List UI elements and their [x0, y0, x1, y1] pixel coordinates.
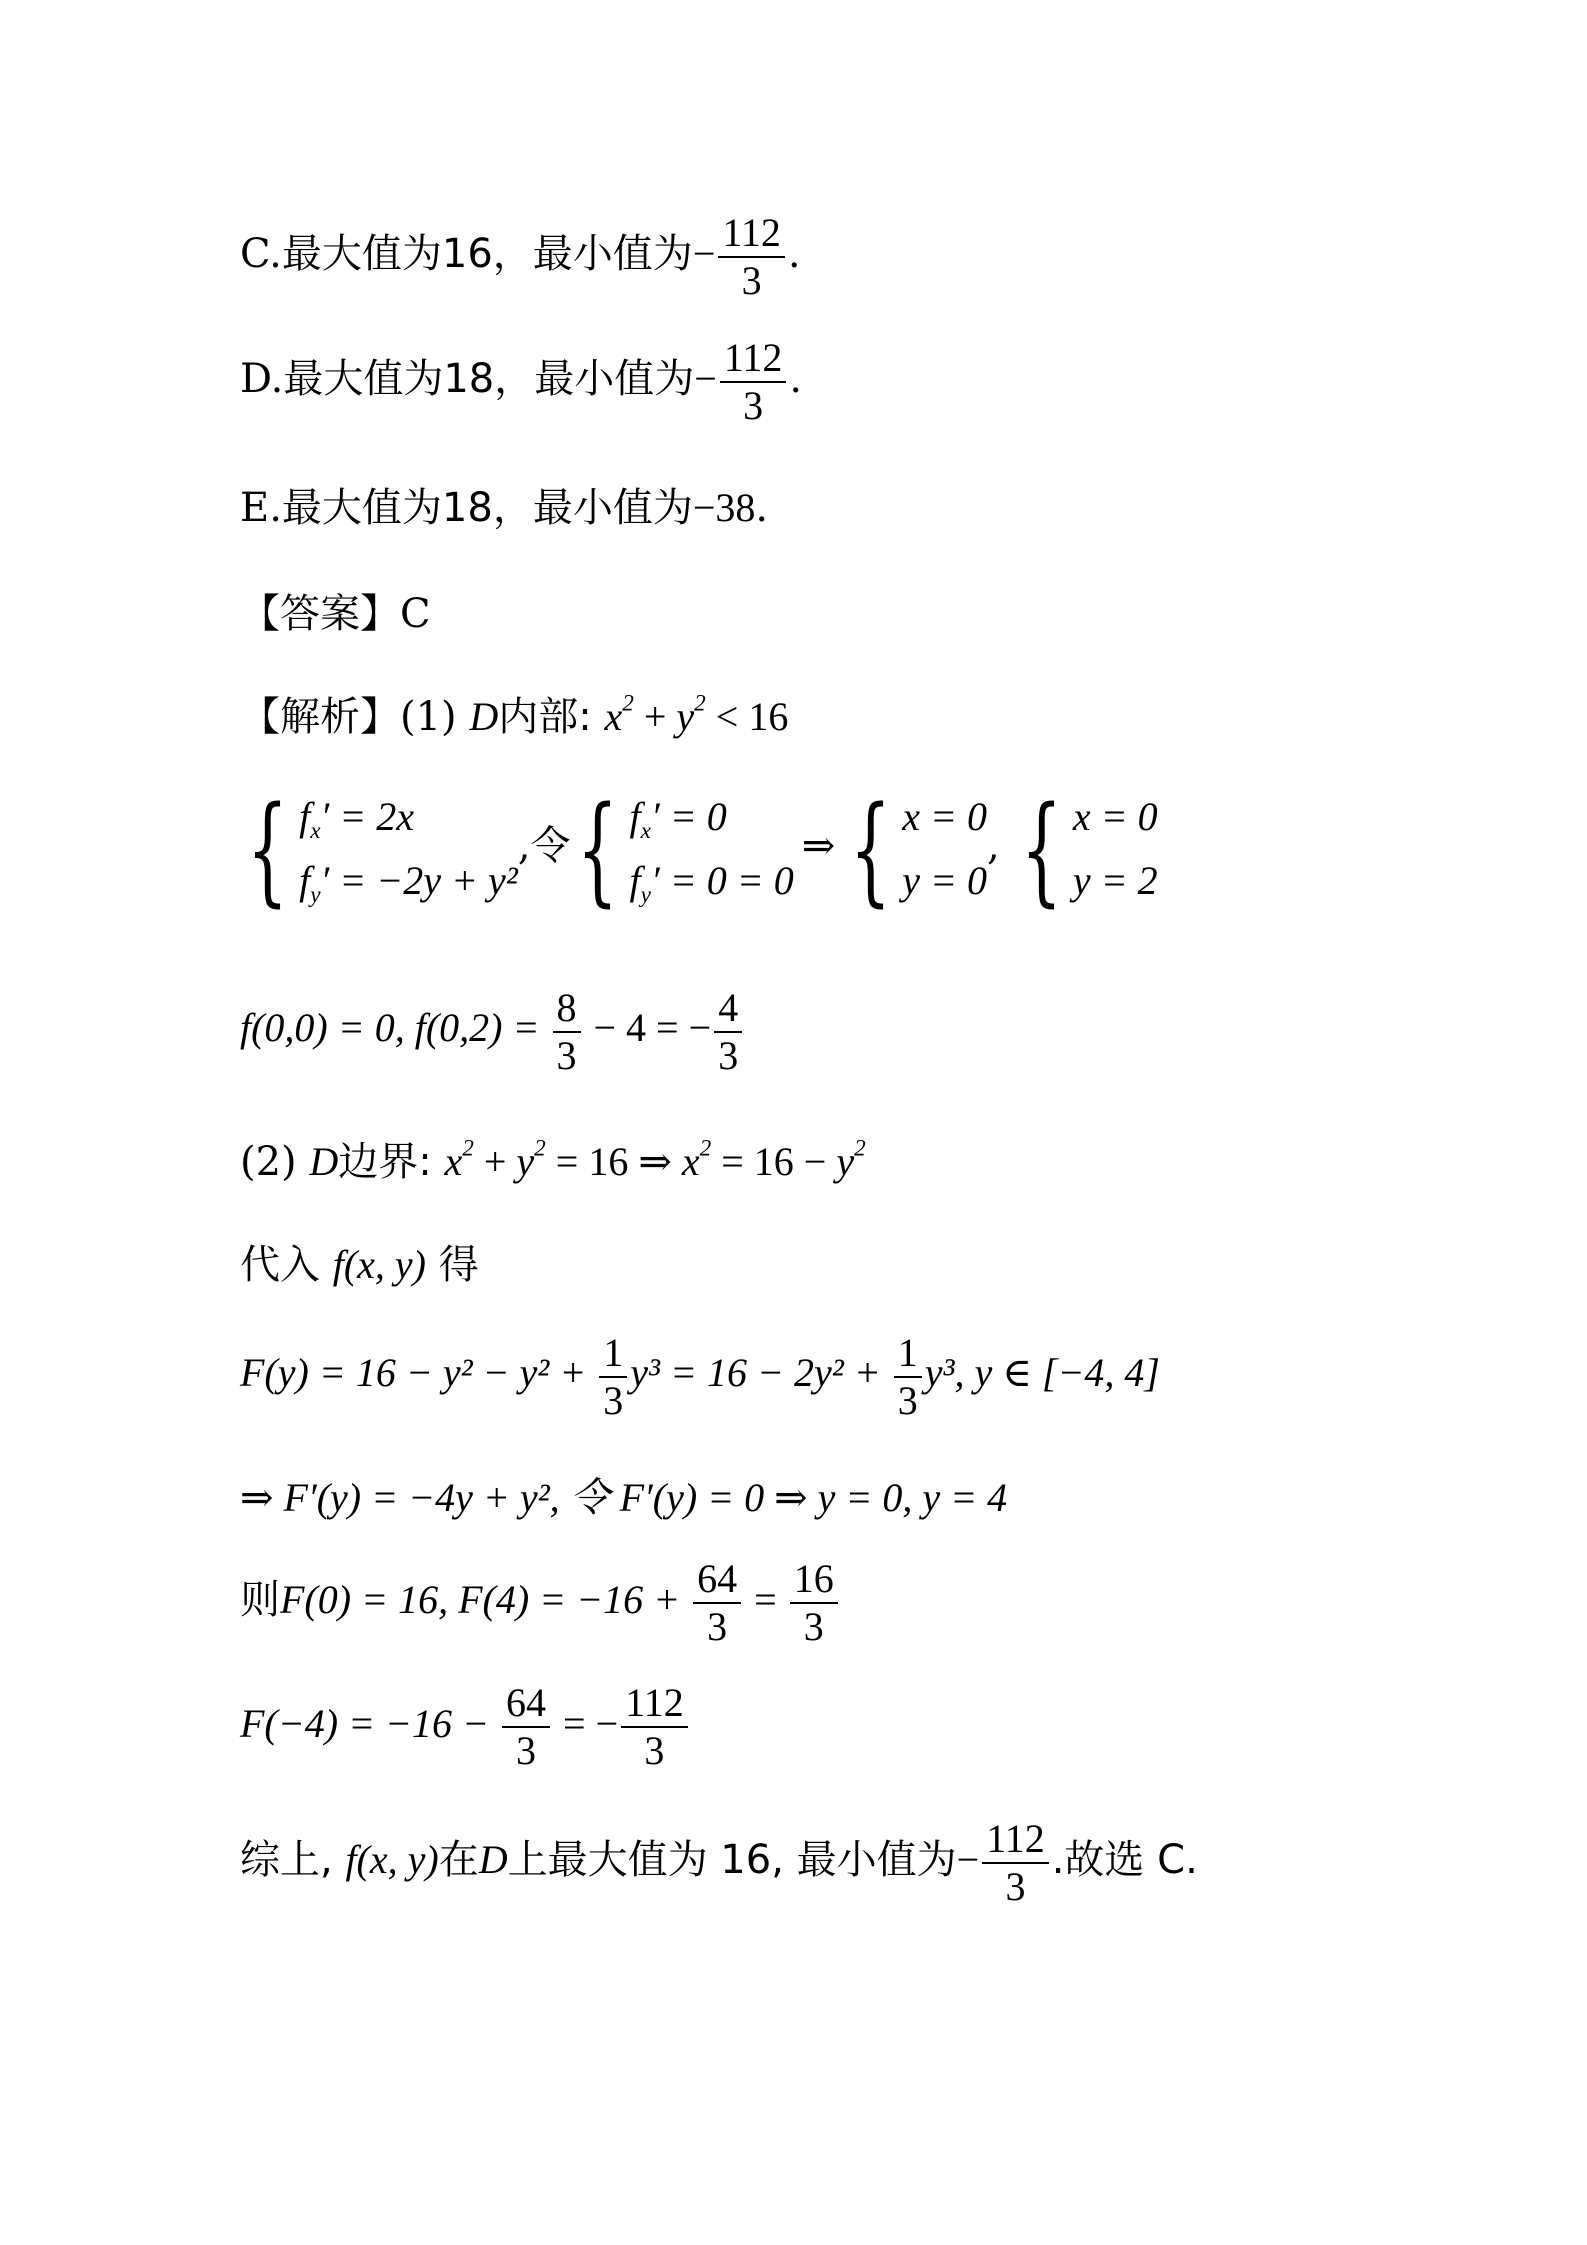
F-values-line — [240, 1556, 841, 1650]
option-c-prefix: C. — [240, 231, 282, 277]
option-e-value: −38 — [692, 485, 756, 530]
summary-var: D — [478, 1837, 508, 1882]
option-c-num: 112 — [718, 210, 785, 258]
analysis-label: 【解析】 — [240, 694, 400, 740]
option-c-fraction — [718, 210, 785, 304]
option-e-text: 最大值为18，最小值为 — [281, 485, 693, 531]
summary-a: 综上, — [240, 1837, 333, 1883]
f-values-line — [240, 985, 745, 1079]
system-1-row1: $f_x' = 2x$ — [299, 794, 414, 845]
system-4-row2: y = 2 — [1072, 858, 1158, 903]
option-c — [240, 210, 801, 304]
Fm4-result-frac: $\frac{112}{3}$ — [621, 1680, 688, 1774]
F4-eq: = — [744, 1577, 787, 1622]
option-d-num: 112 — [720, 335, 787, 383]
system-3 — [902, 785, 987, 913]
brace-2: { — [577, 780, 619, 918]
brace-3: { — [850, 780, 892, 918]
system-1-row2: $f_y' = -2y + y^2$ — [299, 858, 518, 909]
F0-text: F(0) = 16, F(4) = −16 + — [280, 1577, 691, 1622]
system-2 — [630, 785, 794, 913]
Fm4-frac: $\frac{64}{3}$ — [502, 1680, 550, 1774]
option-d-fraction — [720, 335, 787, 429]
option-c-den: 3 — [741, 258, 762, 303]
analysis-step2 — [240, 1135, 866, 1185]
option-d-prefix: D. — [240, 356, 284, 402]
summary-c: 上最大值为 16, 最小值为 — [507, 1837, 957, 1883]
option-c-text: 最大值为16，最小值为 — [281, 231, 693, 277]
option-d-text: 最大值为18，最小值为 — [283, 356, 695, 402]
step1-expr: $x^2 + y^2 < 16$ — [604, 690, 789, 739]
answer-value: C — [400, 591, 431, 637]
equation-systems: { $f_x' = 2x$ $f_y' = -2y + y^2$ ,令{ $f_x' = 0$ $f_y' = 0 = 0$ ⇒ { x = 0 y = 0 , { x = 0 y = 2 — [246, 780, 1158, 918]
summary-tail: .故选 C. — [1051, 1837, 1198, 1883]
brace-4: { — [1020, 780, 1062, 918]
summary-sign: − — [956, 1837, 980, 1882]
step2-prefix: (2) — [240, 1139, 297, 1185]
answer-label: 【答案】 — [240, 591, 400, 637]
system-2-row2: $f_y' = 0 = 0$ — [629, 858, 794, 909]
option-e-prefix: E. — [240, 485, 282, 531]
summary-expr: f(x, y) — [345, 1837, 439, 1882]
derivative-line — [240, 1475, 1008, 1520]
step1-text: 内部: — [498, 694, 592, 740]
F4-frac: $\frac{64}{3}$ — [693, 1556, 741, 1650]
derivative-text: ⇒ F′(y) = −4y + y², 令 F′(y) = 0 ⇒ y = 0, y = 4 — [240, 1475, 1008, 1520]
f-values-a: f(0,0) = 0, f(0,2) = — [240, 1005, 550, 1051]
F-tail: y³, y ∈ [−4, 4] — [924, 1350, 1160, 1396]
ling-text: 令 — [530, 823, 571, 869]
step2-expr: $x^2 + y^2 = 16$ ⇒ $x^2 = 16 - y^2$ — [444, 1135, 866, 1184]
summary-line — [240, 1816, 1198, 1910]
F-minus4-line — [240, 1680, 691, 1774]
F-function-line — [240, 1330, 1160, 1424]
daoru-text: 代入 — [240, 1242, 320, 1288]
implies-arrow: ⇒ — [801, 823, 836, 868]
F-frac-1: $\frac{1}{3}$ — [599, 1330, 627, 1424]
Fm4-text: F(−4) = −16 − — [240, 1701, 500, 1746]
f-values-mid: − 4 = − — [583, 1005, 712, 1051]
F-frac-2: $\frac{1}{3}$ — [894, 1330, 922, 1424]
brace-1: { — [246, 780, 289, 918]
F-lhs: F(y) = 16 − y² − y² + — [240, 1350, 597, 1396]
option-c-tail: . — [787, 231, 801, 277]
option-c-sign: − — [692, 231, 716, 276]
system-2-row1: $f_x' = 0$ — [629, 794, 727, 845]
substitute-line — [240, 1242, 479, 1288]
summary-frac: $\frac{112}{3}$ — [982, 1816, 1049, 1910]
option-d-tail: . — [789, 356, 803, 402]
daoru-expr: f(x, y) — [332, 1242, 426, 1287]
de-text: 得 — [438, 1242, 479, 1288]
ze-text: 则 — [240, 1577, 280, 1623]
step2-var: D — [309, 1139, 339, 1184]
option-d-den: 3 — [743, 383, 764, 428]
step2-text: 边界: — [338, 1139, 432, 1185]
option-d-sign: − — [694, 356, 717, 401]
summary-b: 在 — [438, 1837, 479, 1883]
option-d — [240, 335, 802, 429]
system-4 — [1073, 785, 1158, 913]
option-e-tail: . — [755, 485, 769, 531]
system-4-row1: x = 0 — [1072, 794, 1158, 839]
analysis-step1 — [240, 690, 789, 740]
system-3-row2: y = 0 — [902, 858, 988, 903]
Fm4-eq: = − — [553, 1701, 619, 1746]
step1-var: D — [469, 694, 499, 739]
F4-result-frac: $\frac{16}{3}$ — [790, 1556, 838, 1650]
answer-line — [240, 591, 431, 637]
F-mid: y³ = 16 − 2y² + — [630, 1350, 891, 1396]
step1-prefix: (1) — [400, 694, 457, 740]
f-values-frac1: $\frac{8}{3}$ — [553, 985, 581, 1079]
option-e — [240, 485, 769, 531]
system-1 — [299, 785, 518, 913]
f-values-frac2: $\frac{4}{3}$ — [714, 985, 742, 1079]
system-3-row1: x = 0 — [902, 794, 988, 839]
